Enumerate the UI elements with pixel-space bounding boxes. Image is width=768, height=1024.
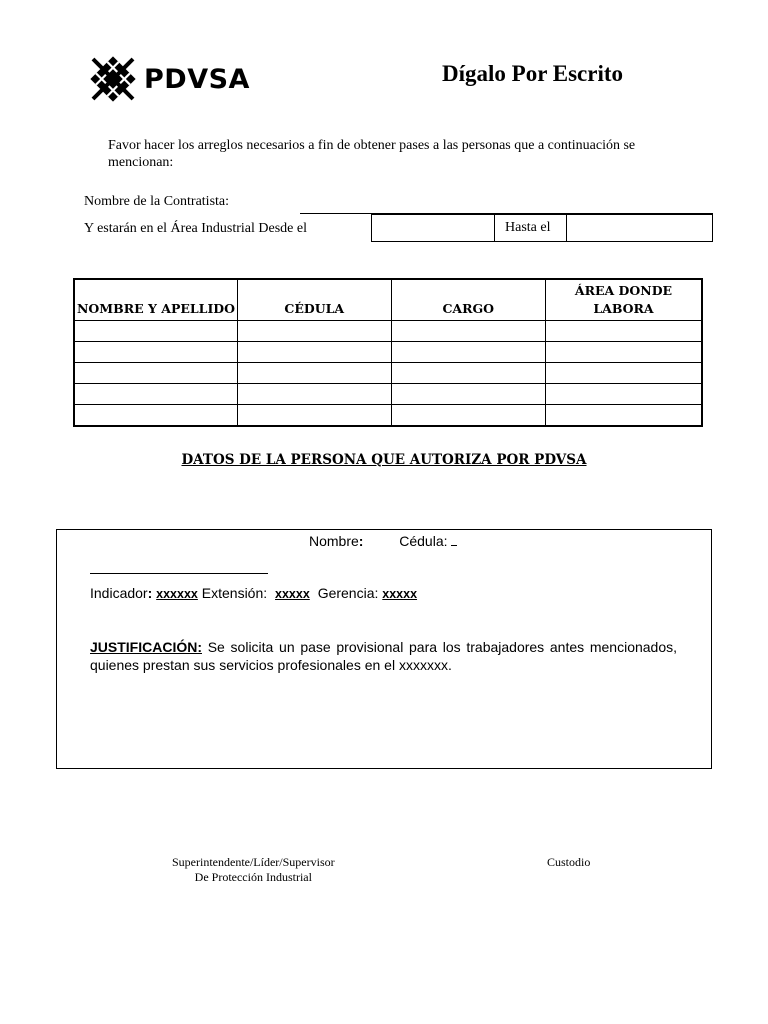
indicador-row: [90, 585, 490, 601]
table-cell[interactable]: [545, 342, 702, 363]
gerencia-value[interactable]: [382, 587, 490, 601]
header-area-donde-labora: ÁREA DONDE LABORA: [545, 279, 702, 321]
extension-label: Extensión:: [201, 585, 268, 601]
pdvsa-emblem-icon: [90, 56, 136, 102]
cedula-field[interactable]: [451, 533, 457, 546]
logo-text: PDVSA: [144, 63, 250, 95]
autoriza-box: [56, 529, 712, 769]
table-cell[interactable]: [238, 342, 392, 363]
pdvsa-logo: [90, 56, 250, 102]
table-cell[interactable]: [545, 363, 702, 384]
nombre-colon: :: [358, 533, 364, 549]
nombre-cedula-row: [309, 533, 457, 549]
signature-supervisor-line1: Superintendente/Líder/Supervisor: [172, 855, 335, 869]
table-cell[interactable]: [238, 321, 392, 342]
intro-paragraph: Favor hacer los arreglos necesarios a fin de obtener pases a las personas que a continuación se mencionan:: [108, 138, 636, 170]
justificacion-label: JUSTIFICACIÓN:: [90, 639, 202, 655]
justificacion-text: Se solicita un pase provisional para los trabajadores antes mencionados, quienes prestan sus servicios profesionales en el xxxxxxx.: [90, 639, 678, 673]
table-row: [74, 321, 702, 342]
hasta-field[interactable]: [566, 214, 713, 242]
table-cell[interactable]: [391, 384, 545, 405]
extension-value[interactable]: [271, 587, 314, 601]
nombre-label: Nombre: [309, 533, 359, 549]
desde-label: Y estarán en el Área Industrial Desde el: [84, 221, 307, 236]
table-cell[interactable]: [74, 384, 238, 405]
signature-custodio: Custodio: [547, 855, 591, 869]
table-cell[interactable]: [238, 384, 392, 405]
signature-supervisor-line2: De Protección Industrial: [194, 870, 312, 884]
table-row: [74, 363, 702, 384]
table-cell[interactable]: [545, 384, 702, 405]
table-cell[interactable]: [74, 363, 238, 384]
table-cell[interactable]: [238, 363, 392, 384]
table-row: [74, 384, 702, 405]
table-cell[interactable]: [391, 342, 545, 363]
table-cell[interactable]: [391, 321, 545, 342]
personas-table: [73, 278, 703, 427]
indicador-colon: :: [147, 585, 153, 601]
table-cell[interactable]: [391, 405, 545, 427]
desde-field[interactable]: [371, 214, 495, 242]
autoriza-heading: DATOS DE LA PERSONA QUE AUTORIZA POR PDVSA: [181, 452, 587, 468]
header-cedula: CÉDULA: [238, 279, 392, 321]
hasta-label-cell: [494, 214, 567, 242]
table-cell[interactable]: [545, 321, 702, 342]
document-title: Dígalo Por Escrito: [442, 61, 623, 86]
indicador-value[interactable]: xxxxxx: [156, 587, 198, 601]
header-cargo: CARGO: [391, 279, 545, 321]
table-cell[interactable]: [238, 405, 392, 427]
table-row: [74, 405, 702, 427]
table-cell[interactable]: [74, 342, 238, 363]
contratista-label: Nombre de la Contratista:: [84, 194, 230, 209]
table-row: [74, 342, 702, 363]
table-cell[interactable]: [74, 321, 238, 342]
indicador-label: Indicador: [90, 585, 148, 601]
extension-value-text: xxxxx: [275, 587, 310, 601]
table-cell[interactable]: [74, 405, 238, 427]
table-header-row: [74, 279, 702, 321]
signature-supervisor: [172, 855, 335, 885]
table-cell[interactable]: [545, 405, 702, 427]
gerencia-label: Gerencia:: [317, 585, 379, 601]
gerencia-value-text: xxxxx: [382, 587, 418, 601]
table-cell[interactable]: [391, 363, 545, 384]
cedula-label: Cédula:: [399, 533, 448, 549]
hasta-label: Hasta el: [505, 220, 551, 235]
nombre-signature-line[interactable]: [90, 573, 268, 574]
header-nombre-apellido: NOMBRE Y APELLIDO: [74, 279, 238, 321]
justificacion-paragraph: [90, 638, 677, 674]
